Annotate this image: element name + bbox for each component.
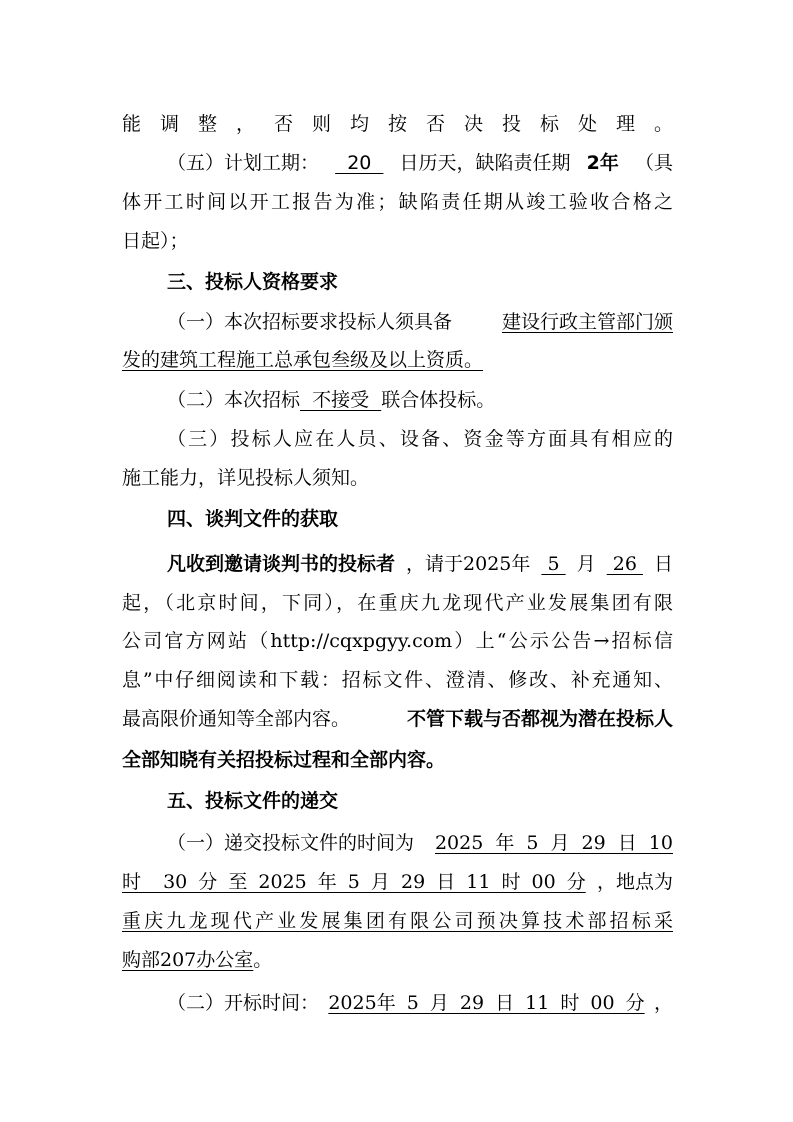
text-line: [167, 828, 673, 858]
text: ，: [653, 992, 673, 1014]
qualification-text: 建设行政主管部门颁: [501, 311, 673, 333]
text-line: [122, 463, 369, 493]
submission-time: 2025 年 5 月 29 日 10: [434, 832, 673, 854]
text-line: [122, 109, 673, 139]
text: ，请于2025年: [406, 553, 531, 575]
text-line: [167, 148, 673, 178]
date-day: 26: [606, 553, 643, 575]
text-line: [167, 424, 673, 454]
notice-text: 全部知晓有关招投标过程和全部内容。: [122, 749, 446, 771]
text: 日起）；: [122, 230, 189, 252]
text: （五）计划工期：: [167, 152, 320, 174]
submission-time: 时 30 分 至 2025 年 5 月 29 日 11 时 00 分: [122, 871, 586, 893]
text-line: [122, 945, 272, 975]
text-line: [122, 745, 445, 775]
text: （一）本次招标要求投标人须具备: [167, 311, 453, 333]
duration-value: 20: [335, 152, 384, 174]
notice-text: 不管下载与否都视为潜在投标人: [406, 708, 673, 730]
section-heading: [167, 786, 338, 816]
website-text: 公司官方网站（http://cqxpgyy.com）上“公示公告→招标信: [122, 630, 673, 652]
text: 能调整，否则均按否决投标处理。: [122, 113, 673, 135]
text: （一）递交投标文件的时间为: [167, 832, 415, 854]
text-line: [122, 588, 673, 618]
text: （具: [634, 152, 673, 174]
text: （二）开标时间：: [167, 992, 320, 1014]
text-line: [122, 345, 483, 375]
heading-text: 三、投标人资格要求: [167, 271, 339, 293]
text-line: [122, 704, 673, 734]
text-line: [167, 988, 673, 1018]
text-line: [122, 867, 673, 897]
text-line: [122, 626, 673, 656]
text-line: [122, 906, 673, 936]
text: 最高限价通知等全部内容。: [122, 708, 351, 730]
section-heading: [167, 267, 338, 297]
text: 息”中仔细阅读和下载：招标文件、澄清、修改、补充通知、: [122, 669, 673, 691]
text: 联合体投标。: [381, 389, 496, 411]
qualification-text: 发的建筑工程施工总承包叁级及以上资质。: [122, 349, 484, 371]
text: ，地点为: [596, 871, 673, 893]
text-line: [122, 226, 189, 256]
text: 月: [576, 553, 596, 575]
consortium-value: 不接受: [300, 389, 382, 411]
text: 。: [253, 949, 273, 971]
warranty-value: 2年: [586, 152, 619, 174]
opening-time: 2025年 5 月 29 日 11 时 00 分: [328, 992, 645, 1014]
text-line: [167, 385, 495, 415]
text: 凡收到邀请谈判书的投标者: [167, 553, 396, 575]
location-text: 重庆九龙现代产业发展集团有限公司预决算技术部招标采: [122, 910, 673, 932]
text: （二）本次招标: [167, 389, 301, 411]
date-month: 5: [541, 553, 566, 575]
text: 施工能力，详见投标人须知。: [122, 467, 370, 489]
text-line: [167, 307, 673, 337]
heading-text: 五、投标文件的递交: [167, 790, 339, 812]
text-line: [122, 665, 673, 695]
text: 体开工时间以开工报告为准；缺陷责任期从竣工验收合格之: [122, 191, 673, 213]
text: 起，（北京时间，下同），在重庆九龙现代产业发展集团有限: [122, 592, 673, 614]
text: 日: [653, 553, 673, 575]
text: 日历天，缺陷责任期: [399, 152, 571, 174]
text-line: [122, 187, 673, 217]
location-text: 购部207办公室: [122, 949, 254, 971]
section-heading: [167, 504, 338, 534]
heading-text: 四、谈判文件的获取: [167, 508, 339, 530]
text: （三）投标人应在人员、设备、资金等方面具有相应的: [167, 428, 673, 450]
text-line: [167, 549, 673, 579]
